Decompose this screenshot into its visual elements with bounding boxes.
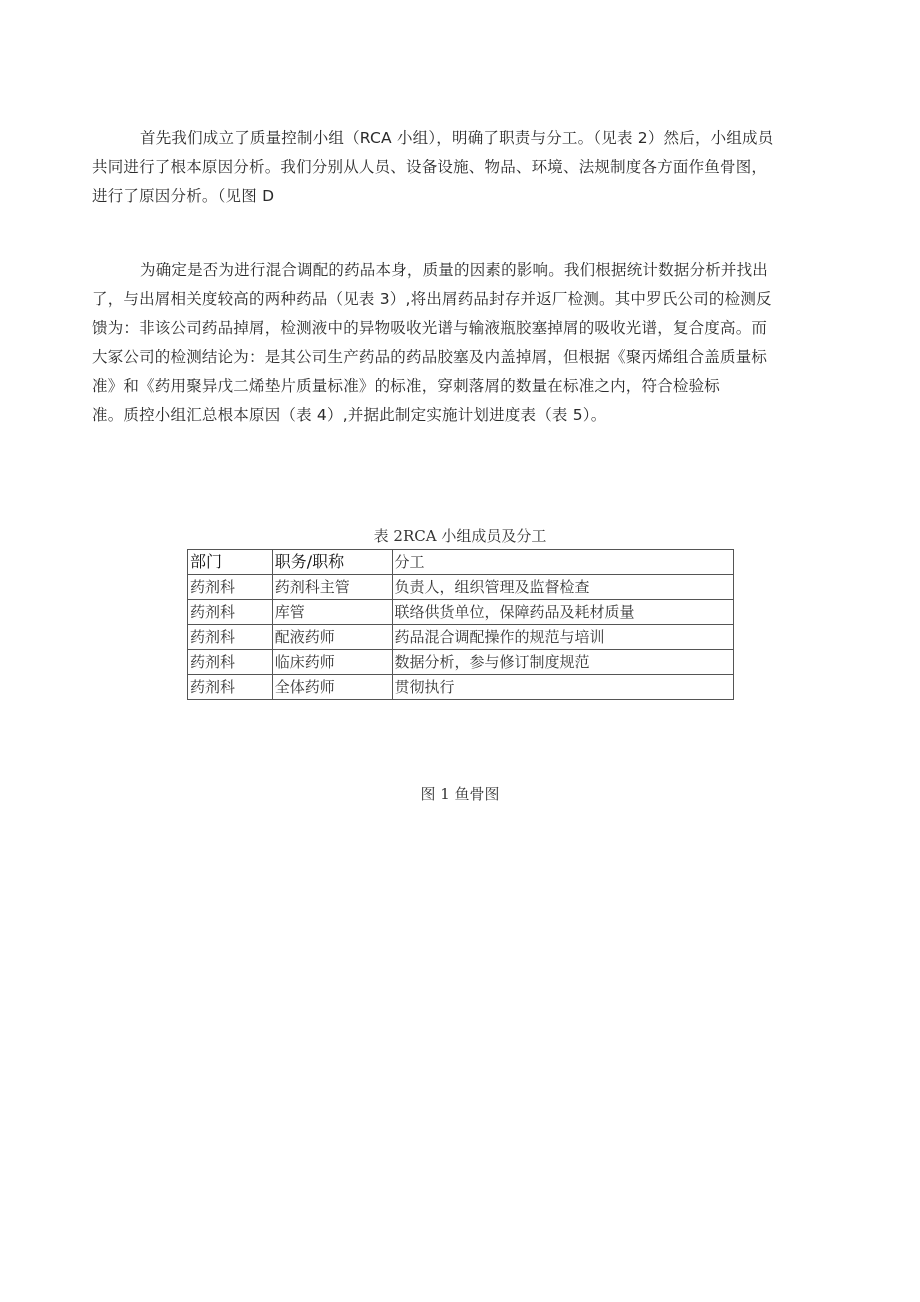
cell-duty: 药品混合调配操作的规范与培训 [392,625,733,650]
table-header-row [188,550,734,575]
paragraph-drug-analysis [92,256,832,430]
table-row [188,650,734,675]
paragraph-line: 为确定是否为进行混合调配的药品本身，质量的因素的影响。我们根据统计数据分析并找出 [140,261,769,279]
table-row [188,600,734,625]
column-header-position: 职务/职称 [272,550,392,575]
table-row [188,575,734,600]
figure-caption: 图 1 鱼骨图 [420,785,500,803]
cell-position: 配液药师 [272,625,392,650]
cell-duty: 联络供货单位，保障药品及耗材质量 [392,600,733,625]
paragraph-line: 大冢公司的检测结论为：是其公司生产药品的药品胶塞及内盖掉屑，但根据《聚丙烯组合盖质量标 [92,348,768,366]
cell-position: 库管 [272,600,392,625]
paragraph-line: 馈为：非该公司药品掉屑，检测液中的异物吸收光谱与输液瓶胶塞掉屑的吸收光谱，复合度高。而 [92,319,768,337]
cell-position: 药剂科主管 [272,575,392,600]
cell-duty: 数据分析，参与修订制度规范 [392,650,733,675]
cell-department: 药剂科 [188,600,273,625]
paragraph-rca-team [92,124,832,211]
table-row [188,625,734,650]
paragraph-line: 了，与出屑相关度较高的两种药品（见表 3）,将出屑药品封存并返厂检测。其中罗氏公司的检测反 [92,290,772,308]
paragraph-line: 共同进行了根本原因分析。我们分别从人员、设备设施、物品、环境、法规制度各方面作鱼骨图， [92,158,768,176]
column-header-department: 部门 [188,550,273,575]
cell-department: 药剂科 [188,650,273,675]
table-row [188,675,734,700]
cell-department: 药剂科 [188,675,273,700]
cell-position: 临床药师 [272,650,392,675]
cell-duty: 负责人，组织管理及监督检查 [392,575,733,600]
cell-position: 全体药师 [272,675,392,700]
paragraph-line: 准》和《药用聚异戊二烯垫片质量标准》的标准，穿刺落屑的数量在标准之内，符合检验标 [92,377,721,395]
column-header-duty: 分工 [392,550,733,575]
paragraph-line: 进行了原因分析。（见图 D [92,187,275,205]
cell-department: 药剂科 [188,625,273,650]
cell-duty: 贯彻执行 [392,675,733,700]
cell-department: 药剂科 [188,575,273,600]
paragraph-line: 准。质控小组汇总根本原因（表 4）,并据此制定实施计划进度表（表 5）。 [92,406,607,424]
rca-team-table [187,549,734,700]
table-caption: 表 2RCA 小组成员及分工 [373,527,547,545]
paragraph-line: 首先我们成立了质量控制小组（RCA 小组），明确了职责与分工。（见表 2）然后，小组成员 [140,129,774,147]
